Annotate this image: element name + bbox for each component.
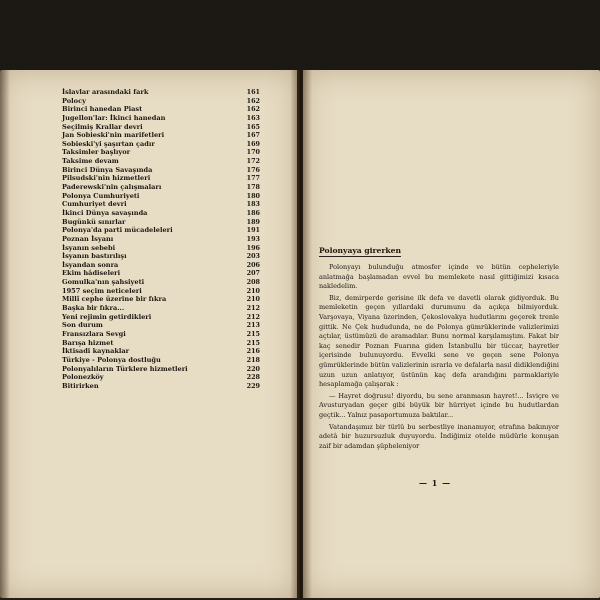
toc-entry xyxy=(62,192,260,201)
page-edge-shadow xyxy=(0,70,10,598)
toc-entry xyxy=(62,123,260,132)
toc-entry-page: 172 xyxy=(246,157,260,166)
body-paragraph: — Hayret doğrusu! diyordu, bu sene aranmasın hayret!... İsviçre ve Avusturyadan geçer gibi büyük bir hürriyet içinde bu hudutlardan geçtik... Yalnız pasaportumuza baktılar... xyxy=(319,391,559,419)
toc-entry-title: İkinci Dünya savaşında xyxy=(62,208,148,217)
body-paragraph: Polonyayı bulunduğu atmosfer içinde ve bütün cepheleriyle anlatmağa başlamadan evvel bu memlekete nasıl gittiğimizi kısaca nakledelim. xyxy=(319,263,559,291)
toc-entry xyxy=(62,244,260,253)
toc-entry-page: 176 xyxy=(246,165,260,174)
toc-entry xyxy=(62,88,260,97)
body-paragraph: Biz, demirperde gerisine ilk defa ve davetli olarak gidiyorduk. Bu memleketin geçen yıllardaki durumunu da açıkça bilmiyorduk. Varşovaya, Viyana üzerinden, Çekoslovakya hudutlarını geçerek trenle gittik. Ne Çek hududunda, ne de Polonya gümrüklerinde valizlerimizi açtılar, üstümüzü de aramadılar. Bunu normal karşılamıştım. Fakat bir kaç senedir Poznan Fuarına giden İstanbullu bir tüccar, hayretler içerisinde bulunuyordu. Evvelki sene ve geçen sene Polonya gümrüklerinde bütün valizlerinin ısrarla ve defalarla nasıl didiklendiğini uzun uzun anlatıyor, üstünün kaç defa arandığını parmaklariyle hesaplamağa çalışarak : xyxy=(319,293,559,389)
toc-entry xyxy=(62,131,260,140)
page-number: — 1 — xyxy=(419,478,452,488)
toc-entry-page: 178 xyxy=(246,183,260,192)
toc-entry-page: 167 xyxy=(246,131,260,140)
toc-entry-title: Seçilmiş Krallar devri xyxy=(62,122,143,131)
toc-entry-title: Poznan İsyanı xyxy=(62,234,114,243)
chapter-body xyxy=(319,263,559,451)
toc-entry-title: Türkiye - Polonya dostluğu xyxy=(62,355,161,364)
toc-entry-title: Jugellon'lar: İkinci hanedan xyxy=(62,113,166,122)
toc-entry-page: 212 xyxy=(246,312,260,321)
toc-entry xyxy=(62,269,260,278)
toc-entry xyxy=(62,382,260,391)
toc-entry xyxy=(62,304,260,313)
toc-entry-page: 180 xyxy=(246,191,260,200)
toc-entry xyxy=(62,174,260,183)
chapter-section xyxy=(319,238,559,453)
toc-entry xyxy=(62,356,260,365)
toc-entry xyxy=(62,235,260,244)
toc-entry-page: 170 xyxy=(246,148,260,157)
toc-entry xyxy=(62,200,260,209)
toc-entry-title: İktisadi kaynaklar xyxy=(62,347,130,356)
toc-entry-page: 161 xyxy=(246,88,260,96)
right-page xyxy=(303,70,600,598)
toc-entry xyxy=(62,183,260,192)
toc-entry-title: İsyandan sonra xyxy=(62,260,119,269)
toc-entry xyxy=(62,140,260,149)
toc-entry-page: 163 xyxy=(246,113,260,122)
toc-entry-page: 169 xyxy=(246,139,260,148)
toc-entry xyxy=(62,278,260,287)
toc-entry-title: Birinci Dünya Savaşında xyxy=(62,165,153,174)
toc-entry-title: Son durum xyxy=(62,321,103,330)
toc-entry-page: 162 xyxy=(246,105,260,114)
toc-entry xyxy=(62,373,260,382)
toc-entry-title: İsyanın sebebi xyxy=(62,243,116,252)
toc-entry-title: Sobieski'yi şaşırtan çadır xyxy=(62,139,155,148)
toc-entry xyxy=(62,97,260,106)
book-spread xyxy=(0,70,600,600)
toc-entry xyxy=(62,287,260,296)
toc-entry xyxy=(62,226,260,235)
toc-entry xyxy=(62,330,260,339)
toc-entry xyxy=(62,166,260,175)
chapter-title: Polonyaya girerken xyxy=(319,246,401,255)
toc-entry-title: Millî cephe üzerine bir fıkra xyxy=(62,295,167,304)
toc-entry-page: 213 xyxy=(246,321,260,330)
toc-entry xyxy=(62,105,260,114)
toc-entry-title: Polocy xyxy=(62,96,86,105)
toc-entry xyxy=(62,313,260,322)
toc-entry xyxy=(62,295,260,304)
toc-entry-page: 216 xyxy=(246,347,260,356)
toc-entry-page: 186 xyxy=(246,208,260,217)
body-paragraph: Vatandaşımız bir türlü bu serbestliye inanamıyor, etrafına bakınıyor adetâ bir huzursuzluk duyuyordu. İndiğimiz otelde müdürle konuşan zaif bir adamdan şüpheleniyor xyxy=(319,422,559,450)
toc-entry-title: Başka bir fıkra... xyxy=(62,304,125,313)
toc-entry-title: Fransızlara Sevgi xyxy=(62,329,126,338)
toc-entry xyxy=(62,209,260,218)
toc-entry-page: 210 xyxy=(246,295,260,304)
toc-entry-title: Polonyalıların Türklere hizmetleri xyxy=(62,364,188,373)
toc-entry-page: 210 xyxy=(246,286,260,295)
toc-entry-title: Barışa hizmet xyxy=(62,338,114,347)
toc-entry xyxy=(62,339,260,348)
toc-entry-page: 165 xyxy=(246,122,260,131)
toc-entry-page: 183 xyxy=(246,200,260,209)
toc-entry-page: 207 xyxy=(246,269,260,278)
toc-entry-page: 229 xyxy=(246,381,260,390)
toc-entry xyxy=(62,261,260,270)
toc-entry-title: 1957 seçim neticeleri xyxy=(62,286,142,295)
toc-entry-title: Ekim hâdiseleri xyxy=(62,269,121,278)
toc-entry-page: 212 xyxy=(246,304,260,313)
toc-entry-title: Polonya'da parti mücadeleleri xyxy=(62,226,173,235)
toc-entry xyxy=(62,347,260,356)
toc-entry xyxy=(62,148,260,157)
toc-entry xyxy=(62,252,260,261)
toc-entry-page: 196 xyxy=(246,243,260,252)
toc-entry-page: 162 xyxy=(246,96,260,105)
toc-entry-page: 189 xyxy=(246,217,260,226)
toc-entry-page: 191 xyxy=(246,226,260,235)
toc-entry-title: Birinci hanedan Piast xyxy=(62,105,143,114)
toc-entry-page: 215 xyxy=(246,338,260,347)
toc-entry-title: Taksime devam xyxy=(62,157,119,166)
toc-entry-title: Yeni rejimin getirdikleri xyxy=(62,312,152,321)
toc-entry-title: Paderewski'nin çalışmaları xyxy=(62,183,162,192)
toc-entry xyxy=(62,114,260,123)
toc-entry-page: 228 xyxy=(246,373,260,382)
book-gutter xyxy=(290,70,312,598)
toc-entry xyxy=(62,321,260,330)
toc-entry xyxy=(62,157,260,166)
table-of-contents xyxy=(62,88,260,390)
toc-entry-page: 220 xyxy=(246,364,260,373)
toc-entry-title: Pilsudski'nin hizmetleri xyxy=(62,174,151,183)
toc-entry-page: 206 xyxy=(246,260,260,269)
toc-entry-title: İslavlar arasındaki fark xyxy=(62,88,149,96)
toc-entry-title: Bitirirken xyxy=(62,381,99,390)
toc-entry-page: 203 xyxy=(246,252,260,261)
toc-entry xyxy=(62,365,260,374)
toc-entry xyxy=(62,218,260,227)
toc-entry-title: Gomulka'nın şahsiyeti xyxy=(62,278,145,287)
toc-entry-page: 177 xyxy=(246,174,260,183)
toc-entry-title: Polonezköy xyxy=(62,373,104,382)
toc-entry-page: 193 xyxy=(246,234,260,243)
toc-entry-title: Jan Sobieski'nin marifetleri xyxy=(62,131,165,140)
toc-entry-title: Polonya Cumhuriyeti xyxy=(62,191,140,200)
toc-entry-title: Bugünkü sınırlar xyxy=(62,217,126,226)
toc-entry-page: 218 xyxy=(246,355,260,364)
toc-entry-title: Taksimler başlıyor xyxy=(62,148,131,157)
left-page xyxy=(0,70,297,598)
toc-entry-title: İsyanın bastırılışı xyxy=(62,252,127,261)
toc-entry-title: Cumhuriyet devri xyxy=(62,200,127,209)
toc-entry-page: 208 xyxy=(246,278,260,287)
toc-entry-page: 215 xyxy=(246,329,260,338)
